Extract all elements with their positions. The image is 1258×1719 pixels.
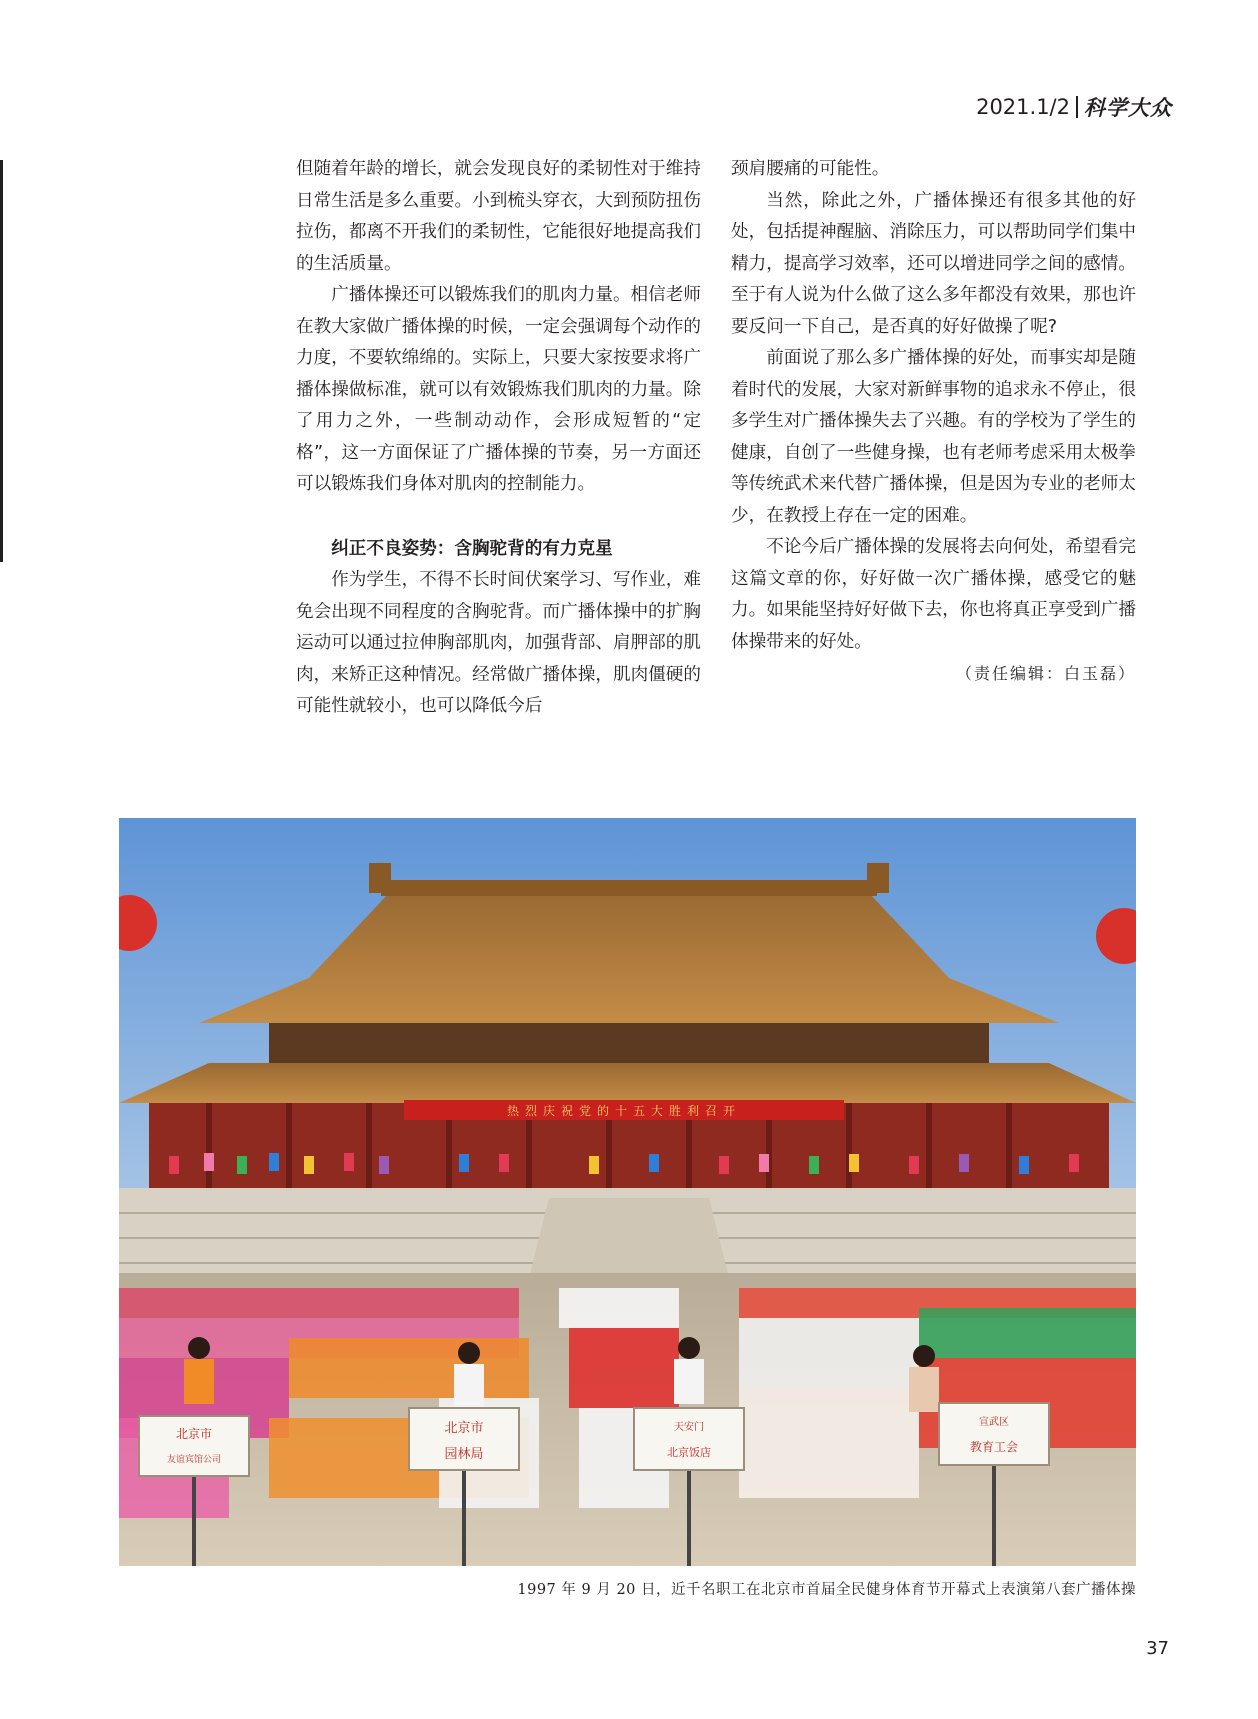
sign-3-line-1: 天安门 [674, 1422, 704, 1433]
photo-caption: 1997 年 9 月 20 日，近千名职工在北京市首届全民健身体育节开幕式上表演第八套广播体操 [517, 1582, 1136, 1598]
article-paragraph: 当然，除此之外，广播体操还有很多其他的好处，包括提神醒脑、消除压力，可以帮助同学们集中精力，提高学习效率，还可以增进同学之间的感情。至于有人说为什么做了这么多年都没有效果，那也许要反问一下自己，是否真的好好做操了呢? [731, 190, 1136, 337]
lower-roof [119, 1063, 1136, 1103]
article-paragraph: 前面说了那么多广播体操的好处，而事实却是随着时代的发展，大家对新鲜事物的追求永不停止，很多学生对广播体操失去了兴趣。有的学校为了学生的健康，自创了一些健身操，也有老师考虑采用太极拳等传统武术来代替广播体操，但是因为专业的老师太少，在教授上存在一定的困难。 [731, 348, 1136, 526]
sign-3-line-2: 北京饭店 [667, 1446, 711, 1459]
banner-text: 热烈庆祝党的十五大胜利召开 [506, 1104, 742, 1118]
editor-credit: （责任编辑：白玉磊） [955, 664, 1136, 683]
article-paragraph: 广播体操还可以锻炼我们的肌肉力量。相信老师在教大家做广播体操的时候，一定会强调每个动作的力度，不要软绵绵的。实际上，只要大家按要求将广播体操做标准，就可以有效锻炼我们肌肉的力量。除了用力之外，一些制动动作，会形成短暂的“定格”，这一方面保证了广播体操的节奏，另一方面还可以锻炼我们身体对肌肉的控制能力。 [296, 285, 701, 494]
sign-2-line-1: 北京市 [444, 1421, 484, 1436]
sign-4-line-2: 教育工会 [969, 1440, 1019, 1454]
article-right-column [731, 154, 1136, 690]
sign-1-line-2: 友谊宾馆公司 [166, 1455, 222, 1465]
article-paragraph: 作为学生，不得不长时间伏案学习、写作业，难免会出现不同程度的含胸驼背。而广播体操中的扩胸运动可以通过拉伸胸部肌肉，加强背部、肩胛部的肌肉，来矫正这种情况。经常做广播体操，肌肉僵硬的可能性就较小，也可以降低今后 [296, 570, 701, 716]
sign-4-line-1: 宣武区 [979, 1417, 1009, 1428]
magazine-logo: 科学大众 [1084, 95, 1172, 120]
header-separator [1076, 96, 1078, 118]
sign-2-line-2: 园林局 [444, 1447, 484, 1462]
article-paragraph: 不论今后广播体操的发展将去向何处，希望看完这篇文章的你，好好做一次广播体操，感受它的魅力。如果能坚持好好做下去，你也将真正享受到广播体操带来的好处。 [731, 537, 1136, 652]
sign-1-line-1: 北京市 [175, 1427, 213, 1441]
issue-date: 2021.1/2 [976, 95, 1070, 119]
article-photo [119, 818, 1136, 1566]
article-left-column [296, 154, 701, 723]
section-heading: 纠正不良姿势：含胸驼背的有力克星 [331, 538, 613, 559]
page-header [976, 92, 1172, 122]
article-paragraph: 但随着年龄的增长，就会发现良好的柔韧性对于维持日常生活是多么重要。小到梳头穿衣，大到预防扭伤拉伤，都离不开我们的柔韧性，它能很好地提高我们的生活质量。 [296, 159, 701, 274]
page-edge-mark [0, 160, 3, 562]
page-number: 37 [1146, 1638, 1169, 1659]
article-paragraph: 颈肩腰痛的可能性。 [731, 159, 890, 179]
